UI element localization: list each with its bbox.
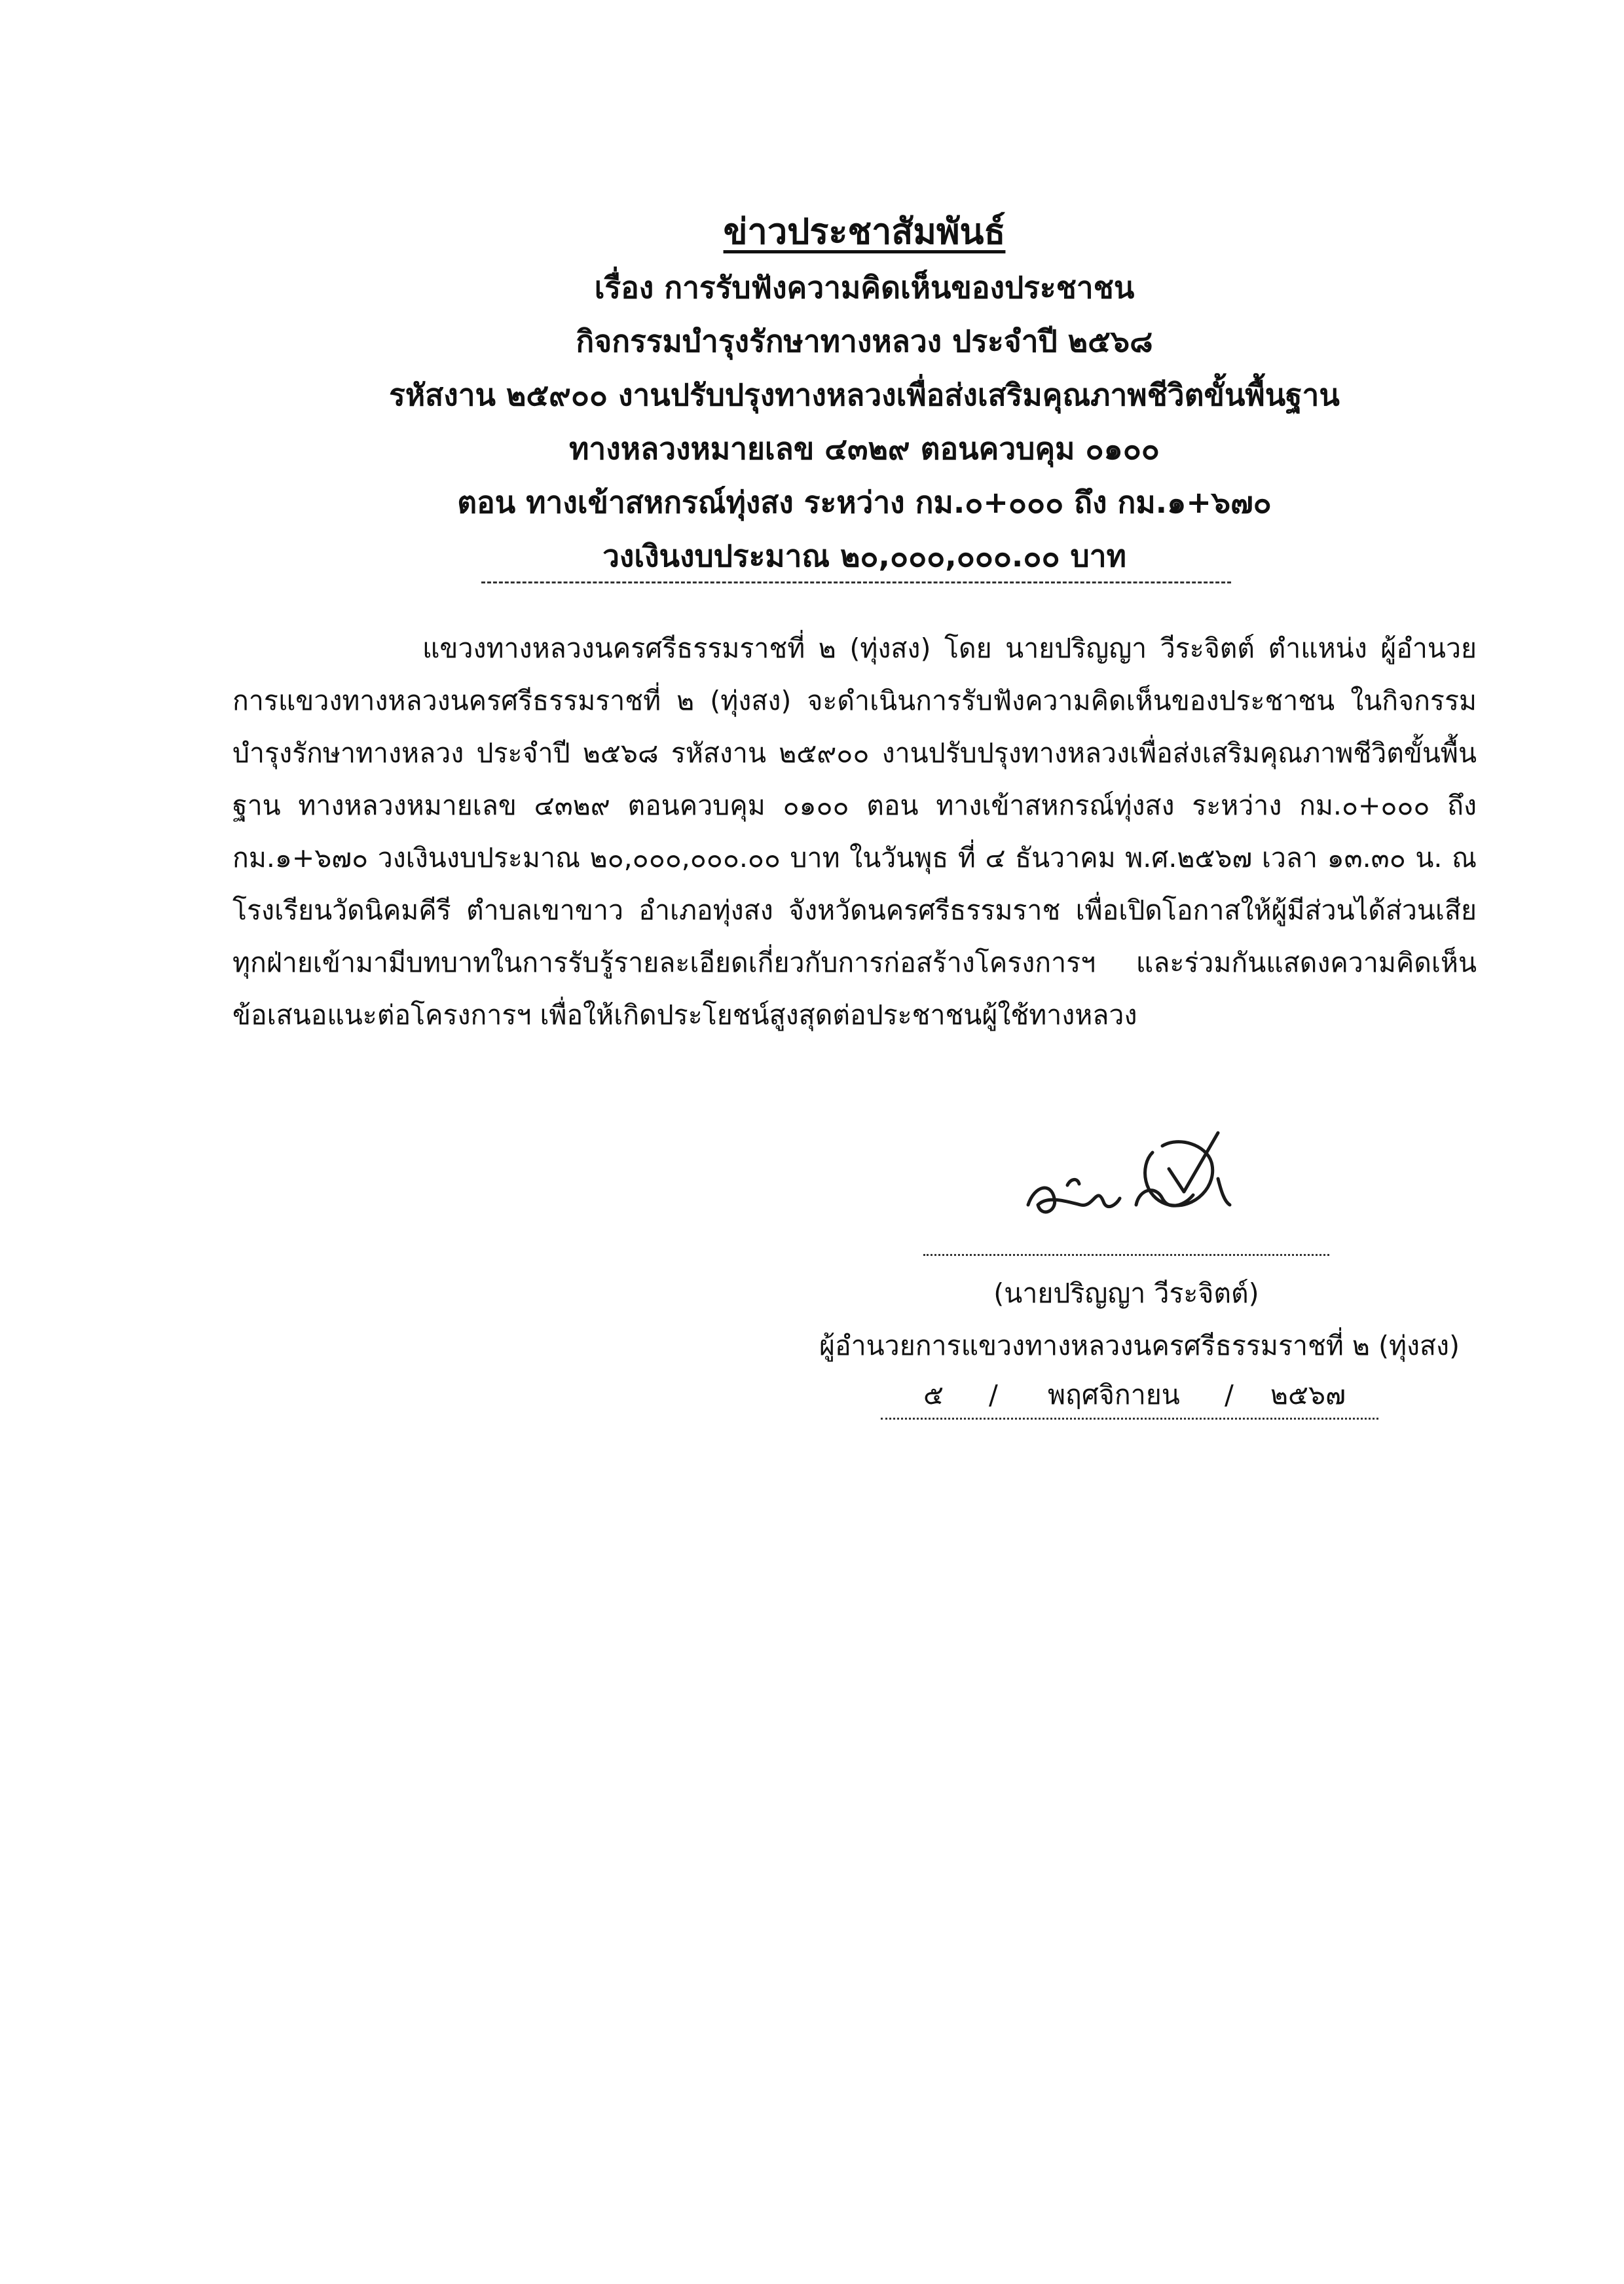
header-divider [481,581,1231,583]
document-header [0,208,1624,583]
activity-line: กิจกรรมบำรุงรักษาทางหลวง ประจำปี ๒๕๖๘ [576,323,1153,359]
signature-date [881,1372,1378,1420]
signer-position: ผู้อำนวยการแขวงทางหลวงนครศรีธรรมราชที่ ๒ (ทุ่งสง) [819,1330,1460,1361]
document-title: ข่าวประชาสัมพันธ์ [723,211,1006,252]
signature-line [923,1254,1329,1256]
body-paragraph: แขวงทางหลวงนครศรีธรรมราชที่ ๒ (ทุ่งสง) โดย นายปริญญา วีระจิตต์ ตำแหน่ง ผู้อำนวยการแขวงทางหลวงนครศรีธรรมราชที่ ๒ (ทุ่งสง) จะดำเนินการรับฟังความคิดเห็นของประชาชน ในกิจกรรมบำรุงรักษาทางหลวง ประจำปี ๒๕๖๘ รหัสงาน ๒๕๙๐๐ งานปรับปรุงทางหลวงเพื่อส่งเสริมคุณภาพชีวิตขั้นพื้นฐาน ทางหลวงหมายเลข ๔๓๒๙ ตอนควบคุม ๐๑๐๐ ตอน ทางเข้าสหกรณ์ทุ่งสง ระหว่าง กม.๐+๐๐๐ ถึง กม.๑+๖๗๐ วงเงินงบประมาณ ๒๐,๐๐๐,๐๐๐.๐๐ บาท ในวันพุธ ที่ ๔ ธันวาคม พ.ศ.๒๕๖๗ เวลา ๑๓.๓๐ น. ณ โรงเรียนวัดนิคมคีรี ตำบลเขาขาว อำเภอทุ่งสง จังหวัดนครศรีธรรมราช เพื่อเปิดโอกาสให้ผู้มีส่วนได้ส่วนเสียทุกฝ่ายเข้ามามีบทบาทในการรับรู้รายละเอียดเกี่ยวกับการก่อสร้างโครงการฯ และร่วมกันแสดงความคิดเห็น ข้อเสนอแนะต่อโครงการฯ เพื่อให้เกิดประโยชน์สูงสุดต่อประชาชนผู้ใช้ทางหลวง [232,633,1477,1031]
project-code-line: รหัสงาน ๒๕๙๐๐ งานปรับปรุงทางหลวงเพื่อส่งเสริมคุณภาพชีวิตขั้นพื้นฐาน [389,377,1340,413]
signer-name: (นายปริญญา วีระจิตต์) [993,1278,1259,1309]
date-day: ๕ [923,1379,944,1410]
date-separator-1: / [989,1379,998,1410]
date-month: พฤศจิกายน [1048,1379,1180,1410]
date-year: ๒๕๖๗ [1270,1379,1346,1410]
date-separator-2: / [1225,1379,1234,1410]
highway-line: ทางหลวงหมายเลข ๔๓๒๙ ตอนควบคุม ๐๑๐๐ [569,431,1160,466]
section-line: ตอน ทางเข้าสหกรณ์ทุ่งสง ระหว่าง กม.๐+๐๐๐ ถึง กม.๑+๖๗๐ [457,485,1272,520]
handwritten-signature [1022,1107,1283,1238]
subject-line: เรื่อง การรับฟังความคิดเห็นของประชาชน [594,270,1135,305]
budget-line: วงเงินงบประมาณ ๒๐,๐๐๐,๐๐๐.๐๐ บาท [602,538,1126,574]
